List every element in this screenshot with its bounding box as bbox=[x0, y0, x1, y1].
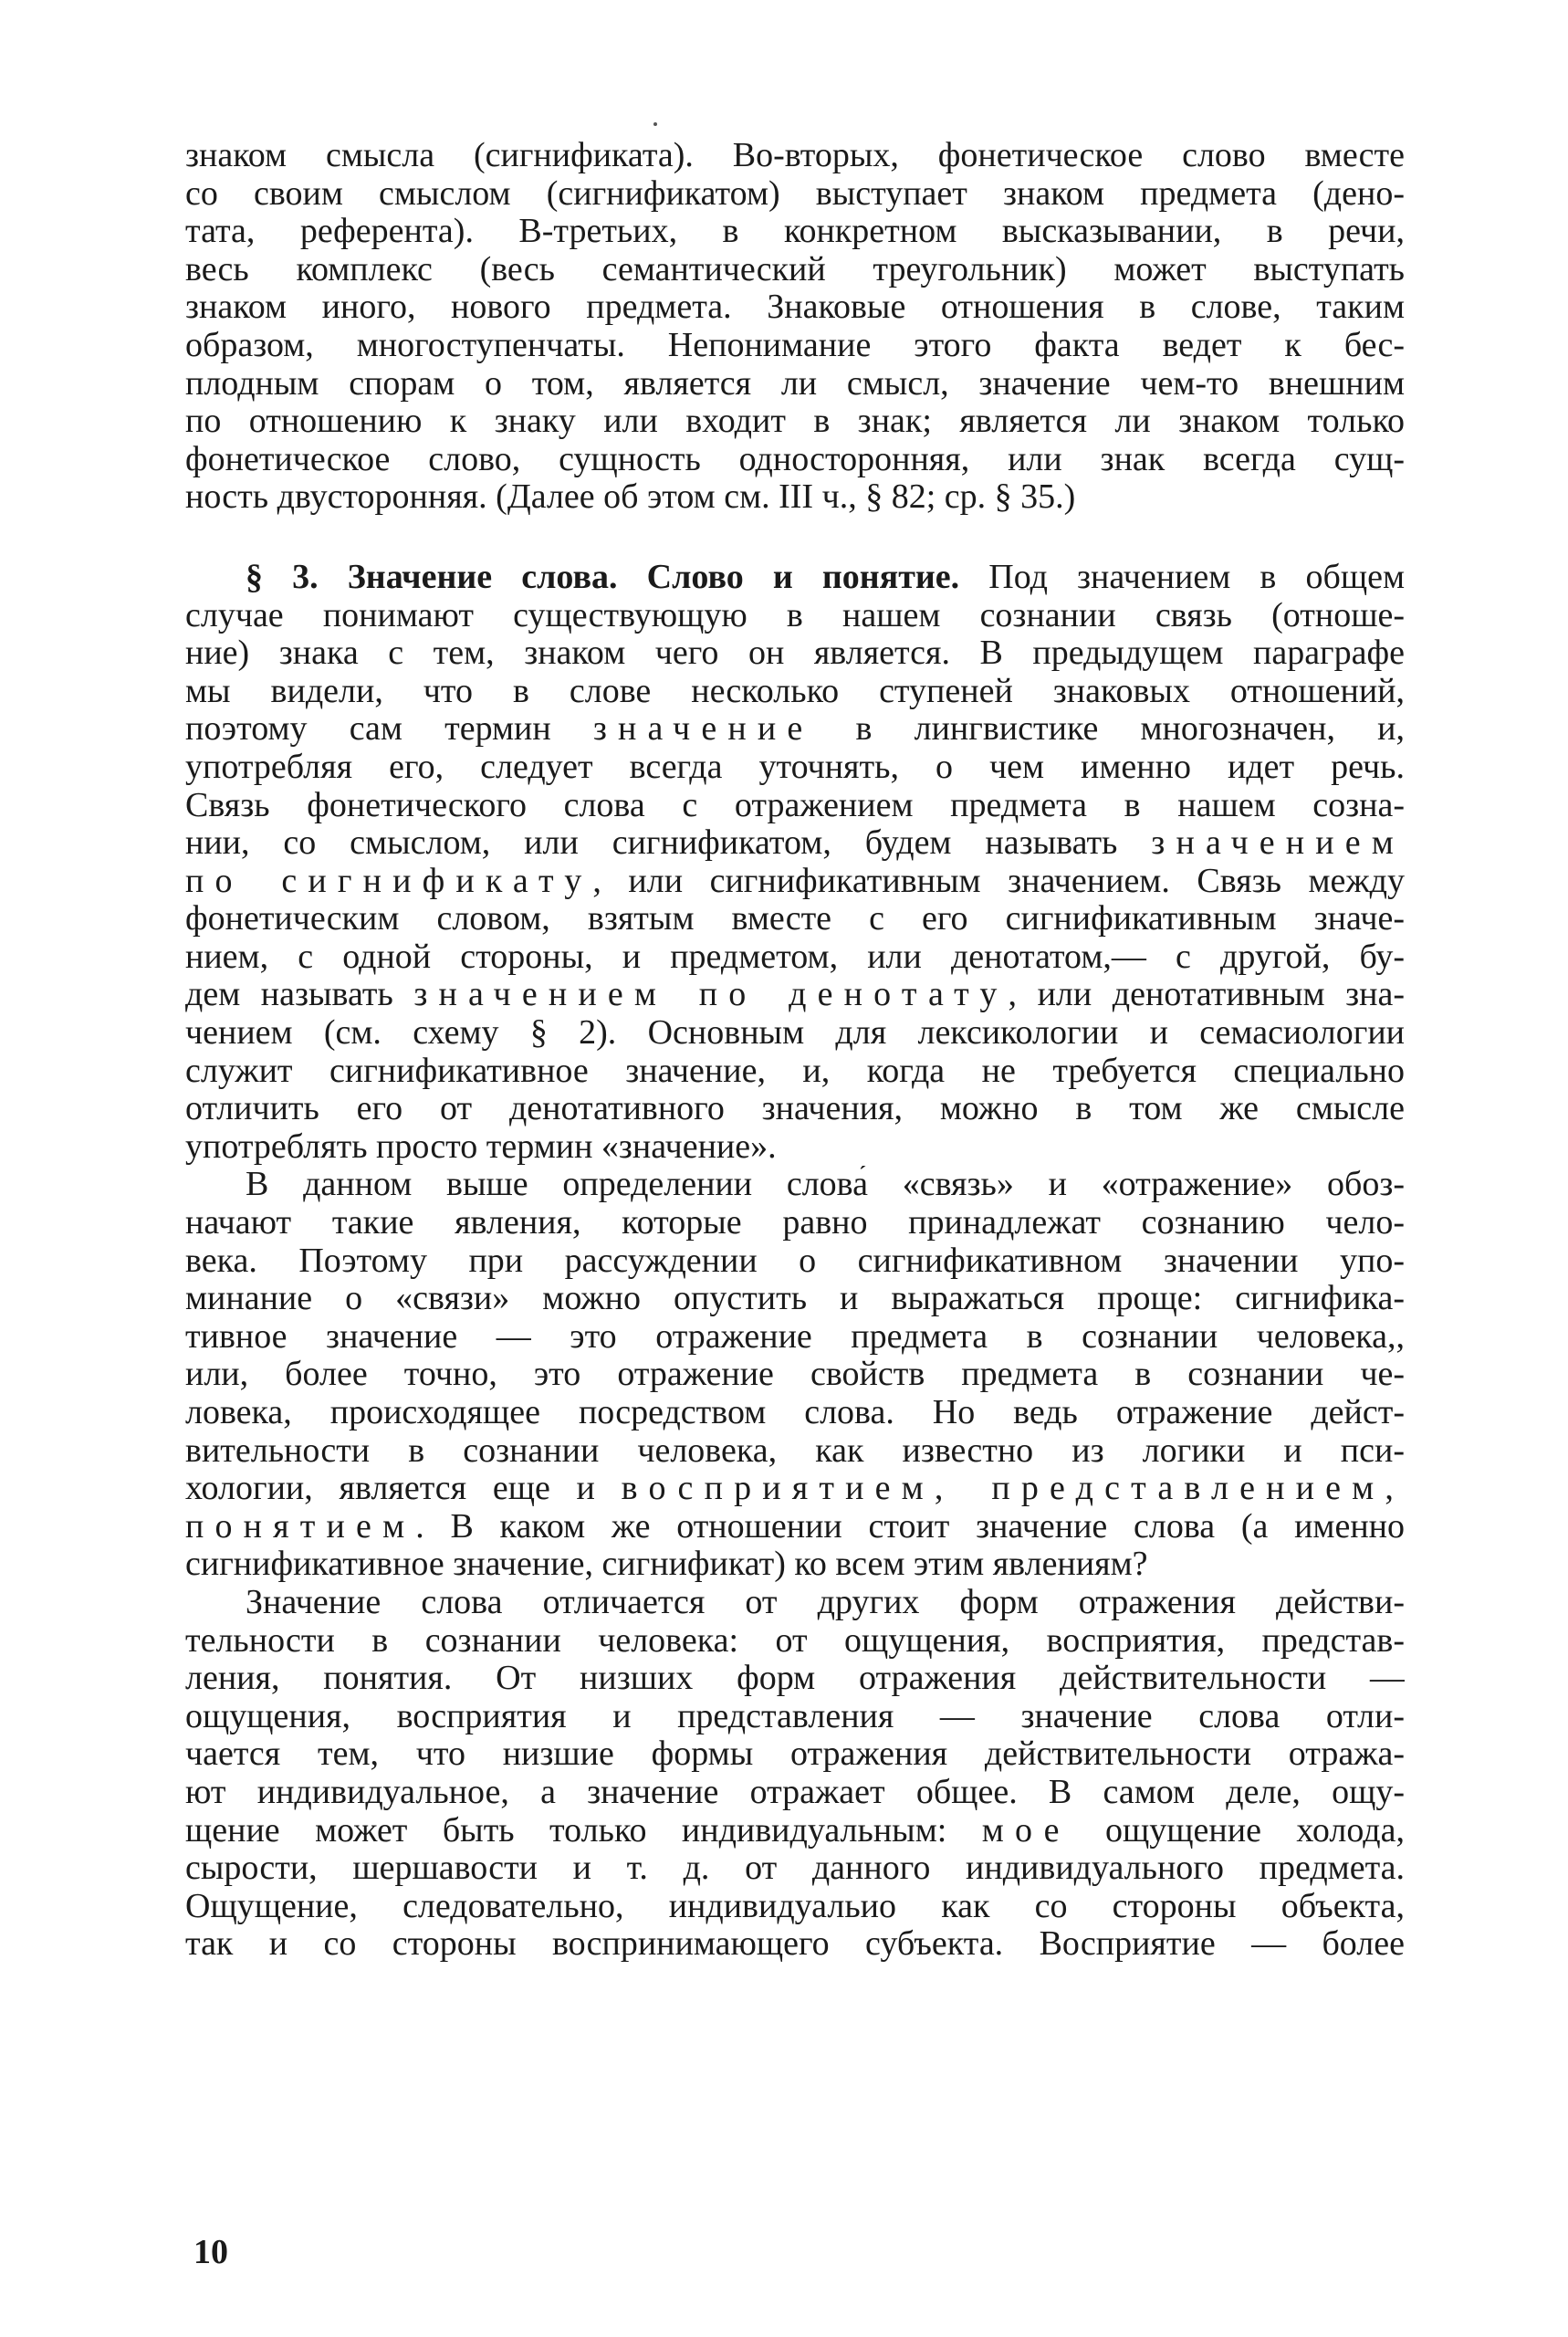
text-line: ловека, происходящее посредством слова. Но ведь отражение дейст- bbox=[185, 1394, 1405, 1431]
text-line: фонетическое слово, сущность односторонняя, или знак всегда сущ- bbox=[185, 440, 1405, 478]
text-line: минание о «связи» можно опустить и выражаться проще: сигнифика- bbox=[185, 1280, 1405, 1318]
text-line: ления, понятия. От низших форм отражения действительности — bbox=[185, 1660, 1405, 1698]
text-line: по отношению к знаку или входит в знак; является ли знаком только bbox=[185, 403, 1405, 441]
text-line: века. Поэтому при рассуждении о сигнификативном значении упо- bbox=[185, 1242, 1405, 1280]
text-line: плодным спорам о том, является ли смысл, значение чем-то внешним bbox=[185, 364, 1405, 403]
text-line: Значение слова отличается от других форм отражения действи- bbox=[246, 1583, 1405, 1621]
text-line: Ощущение, следовательно, индивидуальио как со стороны объекта, bbox=[185, 1887, 1405, 1925]
spaced-term: по сигнификату bbox=[185, 862, 593, 900]
paragraph-3 bbox=[185, 1166, 1405, 1584]
section-3 bbox=[185, 559, 1405, 1167]
text-line: отличить его от денотативного значения, можно в том же смысле bbox=[185, 1090, 1405, 1128]
text-line: по сигнификату, или сигнификативным значением. Связь между bbox=[185, 862, 1405, 900]
text-line: мы видели, что в слове несколько ступеней знаковых отношений, bbox=[185, 672, 1405, 710]
text-line: со своим смыслом (сигнификатом) выступает знаком предмета (дено- bbox=[185, 174, 1405, 213]
text-line: употреблять просто термин «значение». bbox=[185, 1127, 777, 1166]
spaced-term: значением bbox=[1151, 824, 1405, 863]
text-line: В данном выше определении слова́ «связь» и «отражение» обоз- bbox=[246, 1166, 1405, 1204]
paragraph-4 bbox=[185, 1584, 1405, 1964]
text-line: нием, с одной стороны, и предметом, или денотатом,— с другой, бу- bbox=[185, 938, 1405, 976]
text-line: знаком иного, нового предмета. Знаковые отношения в слове, таким bbox=[185, 288, 1405, 327]
spaced-term: мое bbox=[981, 1811, 1071, 1850]
book-page bbox=[185, 137, 1405, 1964]
section-heading: § 3. Значение слова. Слово и понятие. bbox=[246, 558, 960, 596]
text-line: случае понимают существующую в нашем сознании связь (отноше- bbox=[185, 596, 1405, 634]
spaced-term: восприятием, представлением, bbox=[621, 1470, 1405, 1508]
spaced-term: понятием bbox=[185, 1507, 416, 1546]
text-line: ощущения, восприятия и представления — значение слова отли- bbox=[185, 1697, 1405, 1735]
text-line: так и со стороны воспринимающего субъекта. Восприятие — более bbox=[185, 1925, 1405, 1964]
text-line: нии, со смыслом, или сигнификатом, будем называть значением bbox=[185, 824, 1405, 863]
text-line: знаком смысла (сигнификата). Во-вторых, фонетическое слово вместе bbox=[185, 137, 1405, 174]
text-line: образом, многоступенчаты. Непонимание этого факта ведет к бес- bbox=[185, 326, 1405, 364]
text-line: сырости, шершавости и т. д. от данного индивидуального предмета. bbox=[185, 1850, 1405, 1888]
print-speck bbox=[653, 122, 657, 126]
spaced-term: значение bbox=[592, 710, 814, 749]
text-line: фонетическим словом, взятым вместе с его сигнификативным значе- bbox=[185, 900, 1405, 938]
text-line: сигнификативное значение, сигнификат) ко всем этим явлениям? bbox=[185, 1546, 1148, 1584]
text-line: служит сигнификативное значение, и, когда не требуется специально bbox=[185, 1052, 1405, 1090]
spaced-term: значением по денотату bbox=[413, 976, 1009, 1014]
paragraph-1 bbox=[185, 137, 1405, 517]
page-number: 10 bbox=[193, 2233, 228, 2271]
text-line: чением (см. схему § 2). Основным для лексикологии и семасиологии bbox=[185, 1014, 1405, 1053]
text-line: или, более точно, это отражение свойств предмета в сознании че- bbox=[185, 1356, 1405, 1394]
text-line: вительности в сознании человека, как известно из логики и пси- bbox=[185, 1431, 1405, 1470]
text-line: поэтому сам термин значение в лингвистике многозначен, и, bbox=[185, 710, 1405, 749]
text-line: чается тем, что низшие формы отражения действительности отража- bbox=[185, 1735, 1405, 1774]
text-line: тивное значение — это отражение предмета в сознании человека,, bbox=[185, 1317, 1405, 1356]
text-line: начают такие явления, которые равно принадлежат сознанию чело- bbox=[185, 1204, 1405, 1242]
text-line: дем называть значением по денотату, или денотативным зна- bbox=[185, 976, 1405, 1014]
text-line: § 3. Значение слова. Слово и понятие. Под значением в общем bbox=[246, 558, 1405, 596]
text-line: тельности в сознании человека: от ощущения, восприятия, представ- bbox=[185, 1621, 1405, 1660]
text-line: весь комплекс (весь семантический треугольник) может выступать bbox=[185, 250, 1405, 288]
text-line: ют индивидуальное, а значение отражает общее. В самом деле, ощу- bbox=[185, 1773, 1405, 1811]
text-line: хологии, является еще и восприятием, представлением, bbox=[185, 1470, 1405, 1508]
text-line: понятием. В каком же отношении стоит значение слова (а именно bbox=[185, 1507, 1405, 1546]
text-line: ность двусторонняя. (Далее об этом см. III ч., § 82; ср. § 35.) bbox=[185, 478, 1076, 517]
text-line: употребляя его, следует всегда уточнять, о чем именно идет речь. bbox=[185, 748, 1405, 786]
text-line: тата, референта). В-третьих, в конкретном высказывании, в речи, bbox=[185, 213, 1405, 251]
text-line: Связь фонетического слова с отражением предмета в нашем созна- bbox=[185, 786, 1405, 824]
text-line: щение может быть только индивидуальным: мое ощущение холода, bbox=[185, 1811, 1405, 1850]
text-line: ние) знака с тем, знаком чего он является. В предыдущем параграфе bbox=[185, 634, 1405, 673]
